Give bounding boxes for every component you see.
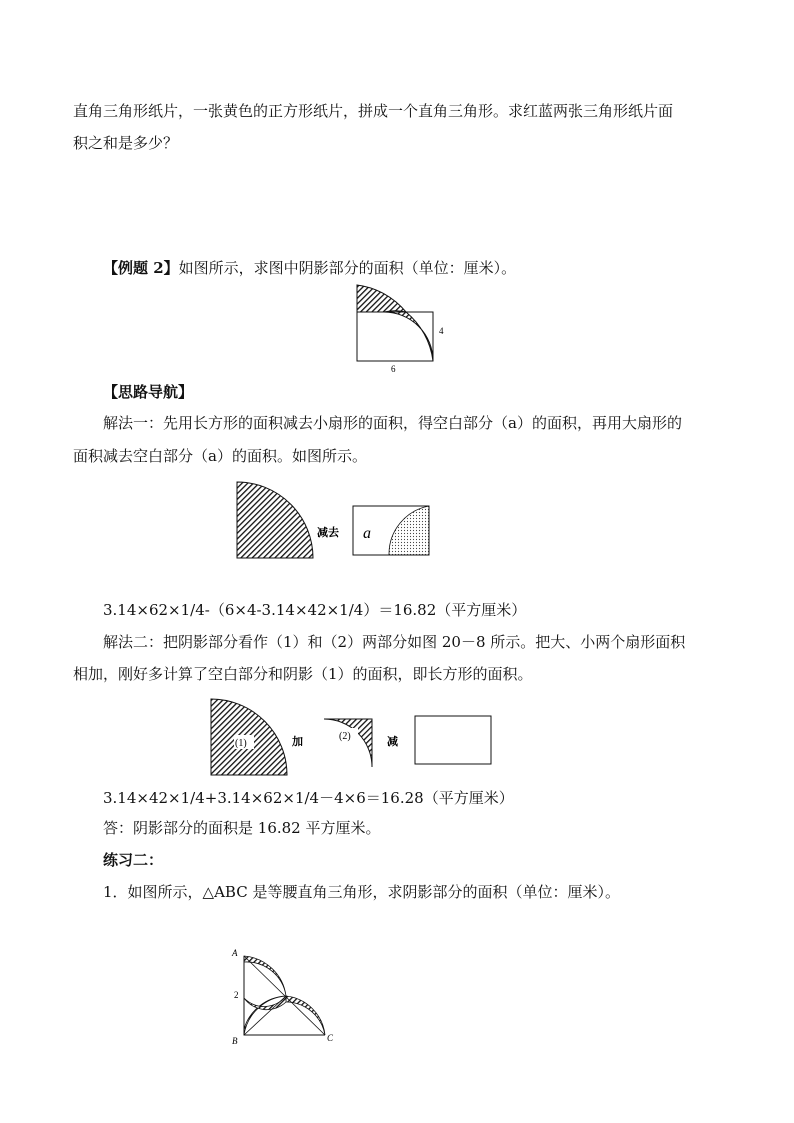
intro-line-1: 直角三角形纸片，一张黄色的正方形纸片，拼成一个直角三角形。求红蓝两张三角形纸片面 xyxy=(73,102,674,120)
method2-line-2: 相加，刚好多计算了空白部分和阴影（1）的面积，即长方形的面积。 xyxy=(73,665,533,683)
intro-line-2: 积之和是多少？ xyxy=(73,134,179,152)
method2-label-1: (1) xyxy=(235,738,247,749)
method2-label-2: (2) xyxy=(339,731,351,742)
exercise-figure xyxy=(228,942,342,1052)
label-b: B xyxy=(232,1036,238,1046)
answer: 答：阴影部分的面积是 16.82 平方厘米。 xyxy=(103,819,381,837)
fig-label-width: 6 xyxy=(391,364,396,374)
label-side: 2 xyxy=(234,990,239,1000)
formula-2: 3.14×42×1/4+3.14×62×1/4－4×6＝16.28（平方厘米） xyxy=(103,789,514,807)
method1-a-label: a xyxy=(363,525,371,542)
method1-line-2: 面积减去空白部分（a）的面积。如图所示。 xyxy=(73,447,367,465)
formula-1: 3.14×62×1/4-（6×4-3.14×42×1/4）＝16.82（平方厘米） xyxy=(103,601,527,619)
method1-op: 减去 xyxy=(317,526,339,539)
method2-op-2: 减 xyxy=(387,735,398,748)
example2-line xyxy=(103,258,516,278)
method2-line-1: 解法二：把阴影部分看作（1）和（2）两部分如图 20－8 所示。把大、小两个扇形面积 xyxy=(103,633,686,651)
exercise2-q1: 1．如图所示，△ABC 是等腰直角三角形，求阴影部分的面积（单位：厘米）。 xyxy=(103,883,620,901)
method1-line-1: 解法一：先用长方形的面积减去小扇形的面积，得空白部分（a）的面积，再用大扇形的 xyxy=(103,414,682,432)
example2-text: 如图所示，求图中阴影部分的面积（单位：厘米）。 xyxy=(178,259,517,277)
fig-label-height: 4 xyxy=(439,326,444,336)
guide-heading: 【思路导航】 xyxy=(103,383,194,401)
method2-figure xyxy=(208,697,498,777)
method2-op-1: 加 xyxy=(292,735,303,748)
label-a: A xyxy=(232,948,238,958)
example2-figure xyxy=(350,282,446,376)
label-c: C xyxy=(327,1033,334,1043)
exercise2-heading: 练习二： xyxy=(103,851,164,869)
method1-figure xyxy=(235,478,445,560)
example2-tag: 【例题 2】 xyxy=(103,259,179,277)
